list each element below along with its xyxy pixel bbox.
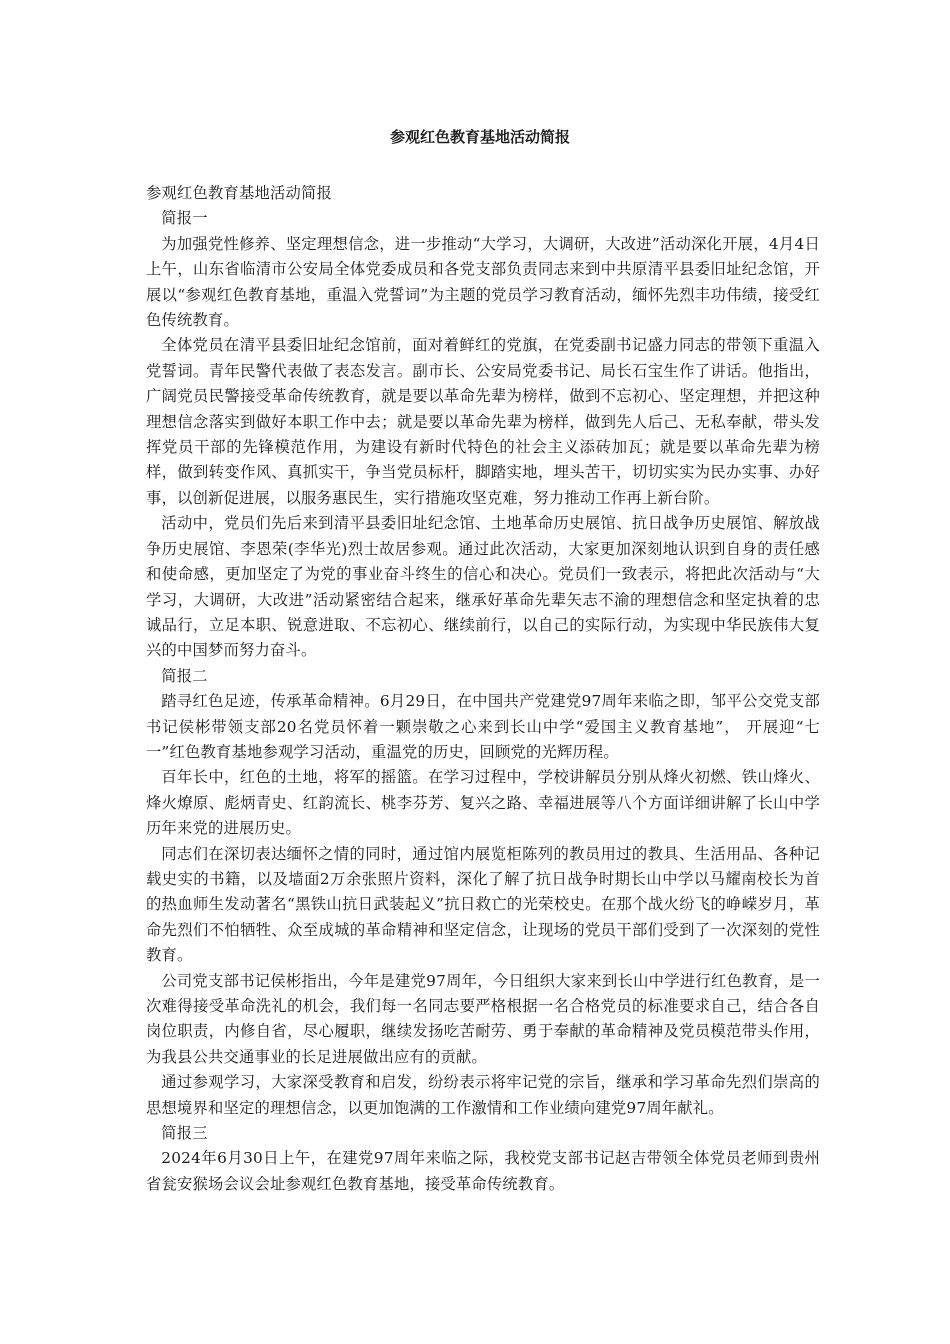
page-title: 参观红色教育基地活动简报 — [389, 128, 570, 146]
paragraph: 通过参观学习，大家深受教育和启发，纷纷表示将牢记党的宗旨，继承和学习革命先烈们崇高的思想境界和坚定的理想信念，以更加饱满的工作激情和工作业绩向建党97周年献礼。 — [146, 1073, 820, 1117]
document-body — [146, 181, 820, 1197]
document-subtitle: 参观红色教育基地活动简报 — [146, 184, 332, 202]
paragraph: 公司党支部书记侯彬指出，今年是建党97周年，今日组织大家来到长山中学进行红色教育，是一次难得接受革命洗礼的机会，我们每一名同志要严格根据一名合格党员的标准要求自己，结合各自岗位职责，内修自省，尽心履职，继续发扬吃苦耐劳、勇于奉献的革命精神及党员模范带头作用，为我县公共交通事业的长足进展做出应有的贡献。 — [146, 971, 820, 1066]
section-heading: 简报二 — [161, 666, 208, 685]
paragraph: 同志们在深切表达缅怀之情的同时，通过馆内展览柜陈列的教员用过的教具、生活用品、各种记载史实的书籍，以及墙面2万余张照片资料，深化了解了抗日战争时期长山中学以马耀南校长为首的热血师生发动著名“黑铁山抗日武装起义”抗日救亡的光荣校史。在那个战火纷飞的峥嵘岁月，革命先烈们不怕牺牲、众至成城的革命精神和坚定信念，让现场的党员干部们受到了一次深刻的党性教育。 — [146, 844, 820, 965]
section-heading: 简报三 — [161, 1124, 208, 1143]
paragraph: 全体党员在清平县委旧址纪念馆前，面对着鲜红的党旗，在党委副书记盛力同志的带领下重温入党誓词。青年民警代表做了表态发言。副市长、公安局党委书记、局长石宝生作了讲话。他指出，广阔党员民警接受革命传统教育，就是要以革命先辈为榜样，做到不忘初心、坚定理想，并把这种理想信念落实到做好本职工作中去；就是要以革命先辈为榜样，做到先人后己、无私奉献，带头发挥党员干部的先锋模范作用，为建设有新时代特色的社会主义添砖加瓦；就是要以革命先辈为榜样，做到转变作风、真抓实干，争当党员标杆，脚踏实地，埋头苦干，切切实实为民办实事、办好事，以创新促进展，以服务惠民生，实行措施攻坚克难，努力推动工作再上新台阶。 — [146, 336, 820, 507]
section-heading: 简报一 — [161, 209, 208, 228]
paragraph: 百年长中，红色的土地，将军的摇篮。在学习过程中，学校讲解员分别从烽火初燃、铁山烽火、烽火燎原、彪炳青史、红韵流长、桃李芬芳、复兴之路、幸福进展等八个方面详细讲解了长山中学历年来党的进展历史。 — [146, 768, 820, 838]
paragraph: 踏寻红色足迹，传承革命精神。6月29日，在中国共产党建党97周年来临之即，邹平公交党支部书记侯彬带领支部20名党员怀着一颗崇敬之心来到长山中学“爱国主义教育基地”， 开展迎“七一”红色教育基地参观学习活动，重温党的历史，回顾党的光辉历程。 — [146, 692, 820, 761]
paragraph: 为加强党性修养、坚定理想信念，进一步推动“大学习，大调研，大改进”活动深化开展，4月4日上午，山东省临清市公安局全体党委成员和各党支部负责同志来到中共原清平县委旧址纪念馆，开展以“参观红色教育基地，重温入党誓词”为主题的党员学习教育活动，缅怀先烈丰功伟绩，接受红色传统教育。 — [146, 234, 820, 330]
paragraph: 活动中，党员们先后来到清平县委旧址纪念馆、土地革命历史展馆、抗日战争历史展馆、解放战争历史展馆、李恩荣(李华光)烈士故居参观。通过此次活动，大家更加深刻地认识到自身的责任感和使命感，更加坚定了为党的事业奋斗终生的信心和决心。党员们一致表示，将把此次活动与“大学习，大调研，大改进”活动紧密结合起来，继承好革命先辈矢志不渝的理想信念和坚定执着的忠诚品行，立足本职、锐意进取、不忘初心、继续前行，以自己的实际行动，为实现中华民族伟大复兴的中国梦而努力奋斗。 — [146, 514, 820, 660]
paragraph: 2024年6月30日上午，在建党97周年来临之际，我校党支部书记赵吉带领全体党员老师到贵州省瓮安猴场会议会址参观红色教育基地，接受革命传统教育。 — [146, 1149, 820, 1193]
